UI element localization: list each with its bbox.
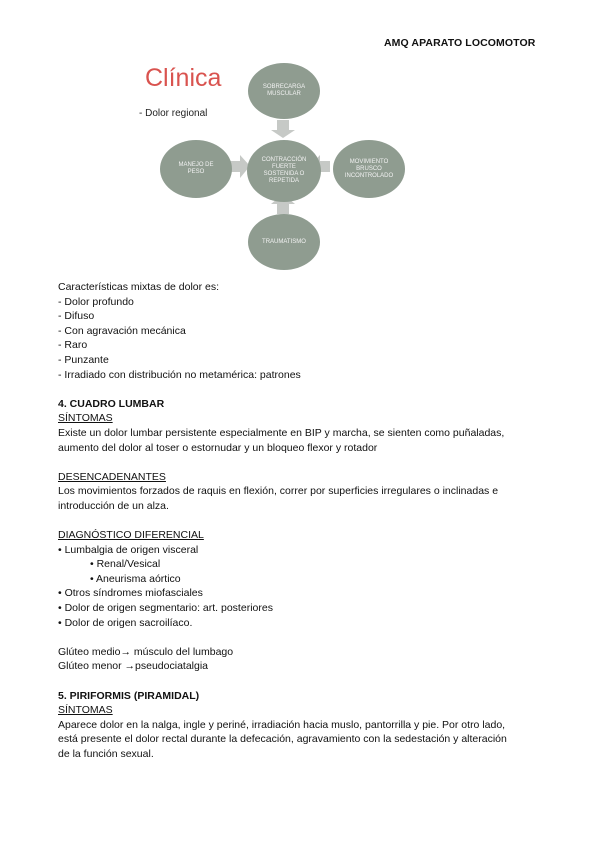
- list-item-nested: • Aneurisma aórtico: [90, 572, 181, 585]
- list-item: • Otros síndromes miofasciales: [58, 587, 203, 600]
- mixed-pain-intro: Características mixtas de dolor es:: [58, 281, 220, 293]
- sintomas-heading: SÍNTOMAS: [58, 704, 113, 717]
- section-title-cuadro-lumbar: 4. CUADRO LUMBAR: [58, 397, 165, 410]
- paragraph-line: de la función sexual.: [58, 748, 154, 760]
- desencadenantes-heading: DESENCADENANTES: [58, 470, 166, 483]
- paragraph-line: aumento del dolor al toser o estornudar y un bloqueo flexor y rotador: [58, 441, 378, 454]
- mixed-pain-item: - Raro: [58, 339, 88, 352]
- document-header: AMQ APARATO LOCOMOTOR: [384, 37, 536, 49]
- node-manejo-peso: MANEJO DE PESO: [160, 140, 232, 198]
- gluteo-line: Glúteo menor →pseudociatalgia: [58, 660, 209, 673]
- list-item: • Dolor de origen segmentario: art. posteriores: [58, 602, 273, 615]
- diagnostico-heading: DIAGNÓSTICO DIFERENCIAL: [58, 529, 204, 542]
- mixed-pain-item: - Dolor profundo: [58, 295, 134, 308]
- paragraph-line: está presente el dolor rectal durante la defecación, agravamiento con la sedestación y alteración: [58, 733, 507, 746]
- list-item: • Dolor de origen sacroilíaco.: [58, 616, 193, 629]
- paragraph-line: introducción de un alza.: [58, 499, 169, 512]
- arrow-down: [271, 120, 295, 138]
- clinica-subtitle: - Dolor regional: [139, 108, 208, 119]
- paragraph-line: Aparece dolor en la nalga, ingle y periné, irradiación hacia muslo, pantorrilla y pie. Por otro lado,: [58, 718, 506, 731]
- paragraph-line: Existe un dolor lumbar persistente especialmente en BIP y marcha, se sienten como puñaladas,: [58, 426, 505, 439]
- mixed-pain-item: - Difuso: [58, 310, 95, 323]
- section-title-piriformis: 5. PIRIFORMIS (PIRAMIDAL): [58, 689, 200, 702]
- mixed-pain-item: - Punzante: [58, 353, 109, 366]
- mixed-pain-item: - Irradiado con distribución no metamérica: patrones: [58, 368, 301, 381]
- list-item: • Lumbalgia de origen visceral: [58, 543, 199, 556]
- paragraph-line: Los movimientos forzados de raquis en flexión, correr por superficies irregulares o inclinadas e: [58, 485, 499, 498]
- sintomas-heading: SÍNTOMAS: [58, 412, 113, 425]
- clinica-title: Clínica: [145, 64, 222, 92]
- mixed-pain-item: - Con agravación mecánica: [58, 324, 186, 337]
- node-contraccion: CONTRACCIÓN FUERTE SOSTENIDA O REPETIDA: [247, 140, 321, 202]
- gluteo-line: Glúteo medio→ músculo del lumbago: [58, 645, 234, 658]
- node-traumatismo: TRAUMATISMO: [248, 214, 320, 270]
- document-body: [58, 280, 548, 762]
- node-sobrecarga: SOBRECARGA MUSCULAR: [248, 63, 320, 119]
- list-item-nested: • Renal/Vesical: [90, 558, 161, 571]
- node-movimiento-brusco: MOVIMIENTO BRUSCO INCONTROLADO: [333, 140, 405, 198]
